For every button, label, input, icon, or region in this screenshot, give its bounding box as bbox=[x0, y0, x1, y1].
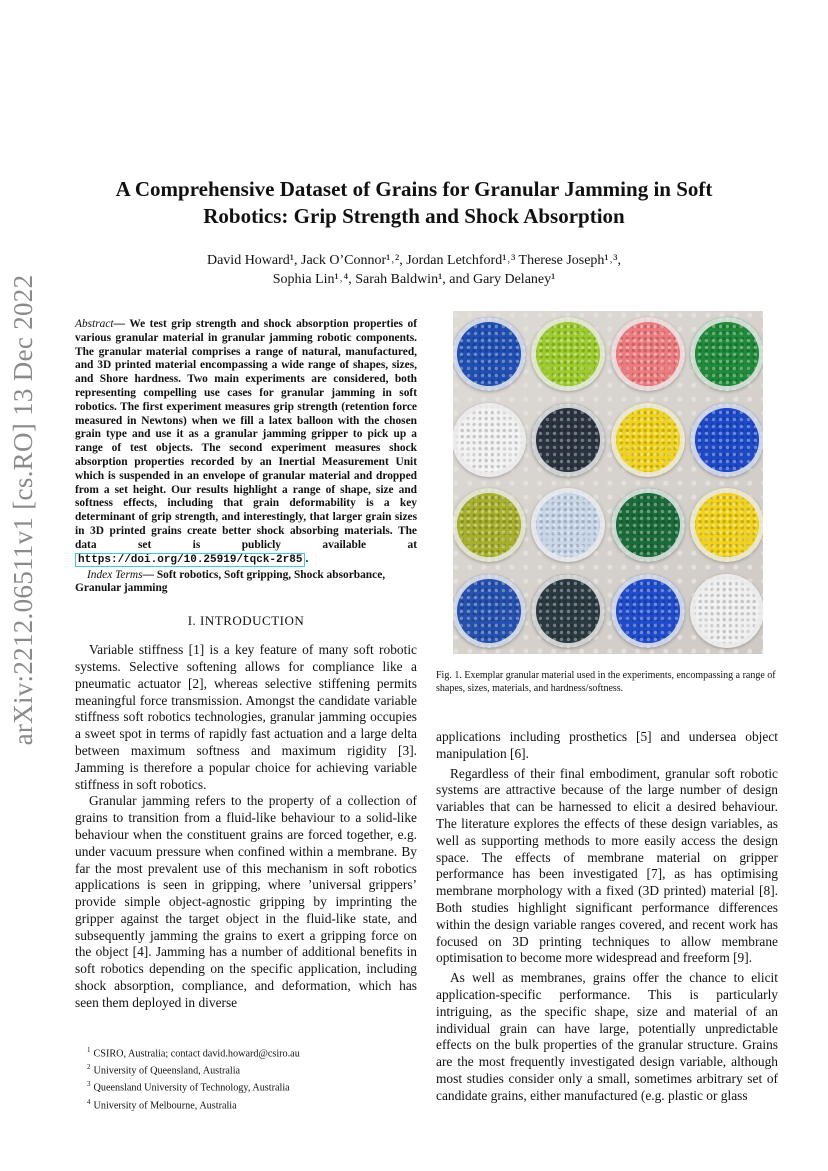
grain-cup bbox=[611, 574, 685, 648]
grain-cup bbox=[453, 488, 526, 562]
grain-cup bbox=[690, 317, 763, 391]
grain-cup bbox=[690, 574, 763, 648]
grain-cup bbox=[611, 403, 685, 477]
right-column bbox=[436, 729, 778, 1105]
grain-cup bbox=[531, 574, 605, 648]
grain-cup bbox=[453, 317, 526, 391]
figure-caption: Fig. 1. Exemplar granular material used in the experiments, encompassing a range of shapes, sizes, materials, and hardness/softness. bbox=[436, 670, 776, 694]
abstract-text: — We test grip strength and shock absorption properties of various granular material in granular jamming robotic components. The granular material comprises a range of natural, manufactured, and 3D printed material encompassing a wide range of shapes, sizes, and Shore hardness. Two main experiments are considered, both representing compelling use cases for granular jamming in soft robotics. The first experiment measures grip strength (retention force measured in Newtons) when we fill a latex balloon with the chosen grain type and use it as a granular jamming gripper to pick up a range of test objects. The second experiment measures shock absorption properties recorded by an Inertial Measurement Unit which is suspended in an envelope of granular material and dropped from a set height. Our results highlight a range of shape, size and softness effects, including that grain deformability is a key determinant of grip strength, and interestingly, that larger grain sizes in 3D printed grains create better shock absorbing materials. The data set is publicly available at bbox=[75, 318, 417, 551]
paper-title: A Comprehensive Dataset of Grains for Granular Jamming in Soft Robotics: Grip Strength and Shock Absorption bbox=[115, 177, 713, 228]
footnote-1: $^1$ CSIRO, Australia; contact david.howard@csiro.au bbox=[87, 1046, 300, 1060]
abstract-label: Abstract bbox=[75, 318, 114, 330]
footnote-3: $^3$ Queensland University of Technology, Australia bbox=[87, 1080, 290, 1094]
authors-line-1: David Howard¹, Jack O’Connor¹˒², Jordan Letchford¹˒³ Therese Joseph¹˒³, bbox=[206, 253, 621, 268]
right-paragraph-2: Regardless of their final embodiment, granular soft robotic systems are attractive because of the large number of design variables that can be harnessed to elicit a desired behaviour. The literature explores the effects of these design variables, as well as supporting methods to more easily access the design space. The effects of membrane material on gripper performance has been investigated [7], as has optimising membrane morphology with a fixed (3D printed) material [8]. Both studies highlight significant performance differences within the design variable ranges covered, and recent work has focused on 3D printing techniques to allow membrane optimisation to become more widespread and freeform [9]. bbox=[436, 765, 778, 966]
grain-cup bbox=[611, 317, 685, 391]
footnote-4: $^4$ University of Melbourne, Australia bbox=[87, 1097, 237, 1111]
right-paragraph-1: applications including prosthetics [5] and undersea object manipulation [6]. bbox=[436, 729, 778, 761]
footnotes bbox=[87, 1044, 417, 1113]
intro-paragraph-2: Granular jamming refers to the property of a collection of grains to transition from a fluid-like behaviour to a solid-like behaviour when the constituent grains are forced together, e.g. under vacuum pressure when confined within a membrane. By far the most prevalent use of this mechanism in soft robotics applications is seen in gripping, where ’universal grippers’ provide simple object-agnostic gripping by imprinting the gripper against the target object in the fluid-like state, and subsequently jamming the grains to exert a gripping force on the object [4]. Jamming has a number of additional benefits in soft robotics depending on the specific application, including shock absorption, compliance, and deformation, which has seen them deployed in diverse bbox=[75, 793, 417, 1010]
index-terms-label: Index Terms bbox=[87, 568, 143, 581]
grain-cup bbox=[611, 488, 685, 562]
grain-cup bbox=[690, 488, 763, 562]
index-terms-text: — Soft robotics, Soft gripping, Shock absorbance, Granular jamming bbox=[75, 568, 386, 595]
grain-cup bbox=[453, 574, 526, 648]
footnote-2: $^2$ University of Queensland, Australia bbox=[87, 1063, 241, 1077]
right-paragraph-3: As well as membranes, grains offer the chance to elicit application-specific performance. This is particularly intriguing, as the specific shape, size and material of an individual grain can have large, potentially unpredictable effects on the bulk properties of the granular structure. Grains are the most frequently investigated design variable, although most studies consider only a small, sometimes arbitrary set of candidate grains, either manufactured (e.g. plastic or glass bbox=[436, 970, 778, 1103]
authors-line-2: Sophia Lin¹˒⁴, Sarah Baldwin¹, and Gary Delaney¹ bbox=[272, 272, 556, 287]
grain-cup bbox=[531, 403, 605, 477]
author-list bbox=[150, 251, 678, 289]
figure-grain-samples bbox=[453, 311, 763, 654]
grain-cup bbox=[690, 403, 763, 477]
grain-cup bbox=[453, 403, 526, 477]
left-column bbox=[75, 318, 417, 1012]
dataset-doi-link[interactable]: https://doi.org/10.25919/tqck-2r85 bbox=[75, 553, 305, 567]
abstract-end: . bbox=[305, 552, 309, 565]
grain-cup bbox=[531, 317, 605, 391]
section-heading: I. INTRODUCTION bbox=[187, 613, 305, 629]
index-terms bbox=[75, 569, 417, 597]
abstract bbox=[75, 318, 417, 567]
intro-paragraph-1: Variable stiffness [1] is a key feature of many soft robotic systems. Selective softening allows for compliance like a pneumatic actuator [2], whereas selective stiffening permits meaningful force transmission. Amongst the candidate variable stiffness soft robotics technologies, granular jamming occupies a sweet spot in terms of rapidly fast actuation and a large delta between maximum softness and maximum rigidity [3]. Jamming is therefore a popular choice for achieving variable stiffness in soft robotics. bbox=[75, 642, 417, 792]
arxiv-identifier: arXiv:2212.06511v1 [cs.RO] 13 Dec 2022 bbox=[8, 274, 38, 746]
